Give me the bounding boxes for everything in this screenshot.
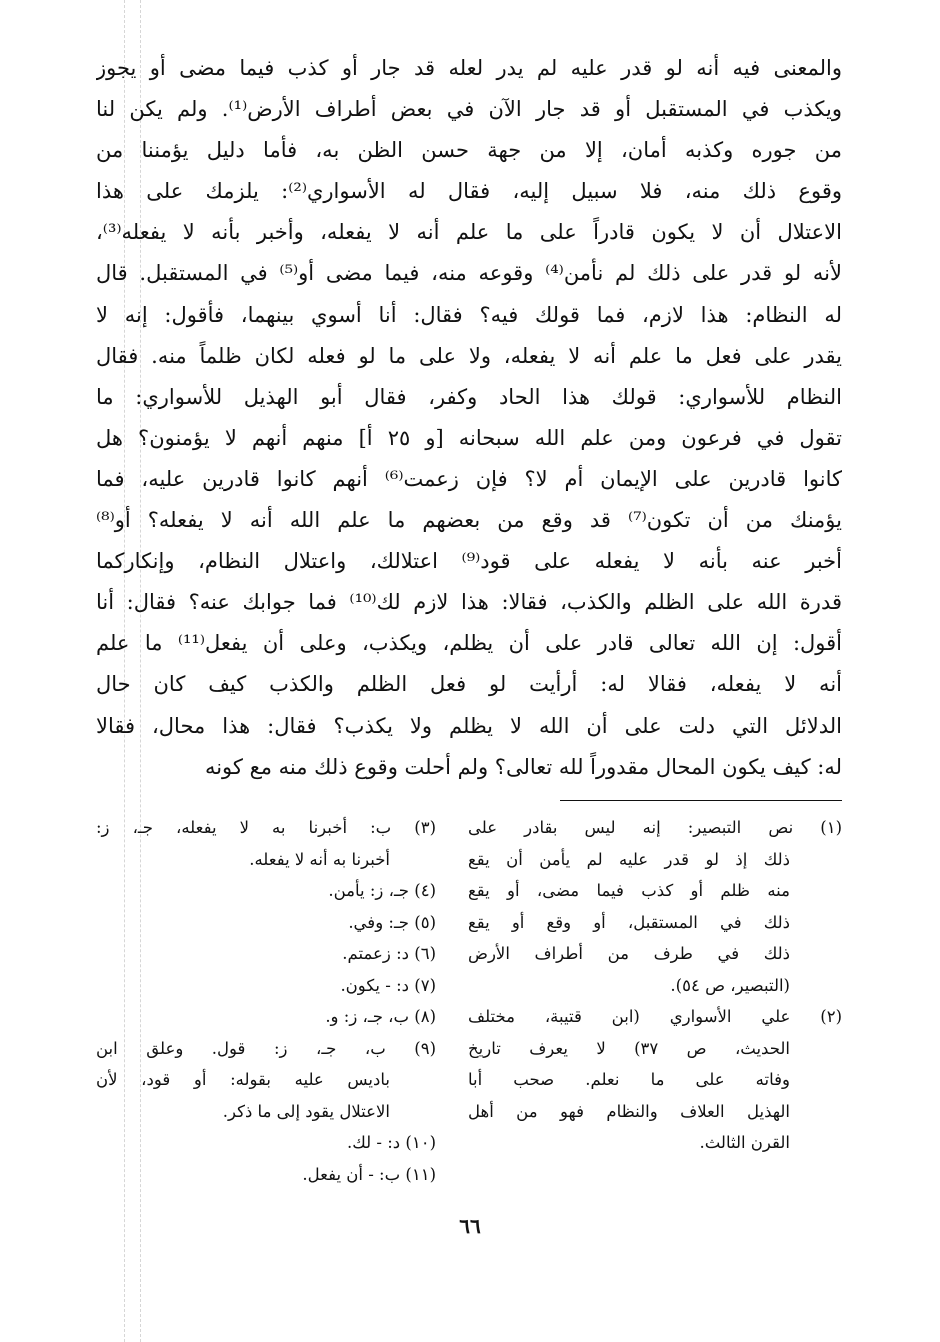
footnote-line: وفاته على ما نعلم. صحب أبا <box>468 1070 790 1089</box>
footnote-line: الهذيل العلاف والنظام فهو من أهل <box>468 1101 790 1121</box>
main-text <box>96 48 842 788</box>
text-line: كانوا قادرين على الإيمان أم لا؟ فإن زعمت⁽⁶⁾ أنهم كانوا قادرين عليه، فما <box>96 466 842 491</box>
text-line: أخبر عنه بأنه لا يفعله على قود⁽⁹⁾ اعتلالك، واعتلال النظام، وإنكاركما <box>96 549 842 574</box>
footnote-line: (التبصير، ص ٥٤). <box>670 975 790 995</box>
footnote-line: الحديث، ص ٣٧) لا يعرف تاريخ <box>468 1038 790 1058</box>
footnote-line: (٢) علي الأسواري (ابن قتيبة، مختلف <box>468 1007 842 1026</box>
footnote-line: ذلك إذ لو قدر عليه لم يأمن أن يقع <box>468 849 790 869</box>
text-line: ويكذب في المستقبل أو قد جار الآن في بعض أطراف الأرض⁽¹⁾. ولم يكن لنا <box>96 97 842 122</box>
text-line: أقول: إن الله تعالى قادر على أن يظلم، ويكذب، وعلى أن يفعل⁽¹¹⁾ ما علم <box>96 631 842 656</box>
footnote-line: (٩) ب، جـ، ز: قول. وعلق ابن <box>96 1038 436 1058</box>
footnotes-right-column <box>468 812 842 1159</box>
text-line: له النظام: هذا لازم، فما قولك فيه؟ فقال: أنا أسوي بينهما، فأقول: إنه لا <box>96 302 842 327</box>
text-line: تقول في فرعون ومن علم الله سبحانه [و ٢٥ أ] منهم أنهم لا يؤمنون؟ هل <box>96 425 842 450</box>
footnote-line: (٣) ب: أخبرنا به لا يفعله، جـ، ز: <box>96 818 436 837</box>
text-line: له: كيف يكون المحال مقدوراً لله تعالى؟ ولم أحلت وقوع ذلك منه مع كونه <box>204 754 842 779</box>
footnote-line: باديس عليه بقوله: أو قود، لأن <box>96 1070 390 1089</box>
text-line: يقدر على فعل ما علم أنه لا يفعله، ولا على ما لو فعله لكان ظلماً منه. فقال <box>96 343 842 368</box>
footnote-line: منه ظلم أو كذب فيما مضى، أو يقع <box>468 881 790 900</box>
text-line: والمعنى فيه أنه لو قدر عليه لم يدر لعله قد جار أو كذب فيما مضى أو يجوز <box>96 56 842 80</box>
text-line: من جوره وكذبه أمان، إلا من جهة حسن الظن به، فأما دليل يؤمننا من <box>96 138 842 163</box>
text-line: الاعتلال أن لا يكون قادراً على ما علم أنه لا يفعله، وأخبر بأنه لا يفعله⁽³⁾، <box>96 220 842 245</box>
text-line: أنه لا يفعله، فقالا له: أرأيت لو فعل الظلم والكذب كيف كان حال <box>96 672 842 697</box>
footnote-line: (٥) جـ: وفي. <box>348 912 436 932</box>
footnote-line: (١١) ب: - أن يفعل. <box>302 1164 436 1184</box>
text-line: يؤمنك من أن تكون⁽⁷⁾ قد وقع من بعضهم ما علم الله أنه لا يفعله؟ أو⁽⁸⁾ <box>96 508 842 533</box>
footnote-line: (١) نص التبصير: إنه ليس بقادر على <box>468 818 842 837</box>
footnote-line: ذلك في المستقبل، أو وقع أو يقع <box>468 912 790 932</box>
footnote-line: ذلك في طرف من أطراف الأرض <box>468 944 790 963</box>
footnote-line: (١٠) د: - لك. <box>346 1133 436 1152</box>
text-line: وقوع ذلك منه، فلا سبيل إليه، فقال له الأسواري⁽²⁾: يلزمك على هذا <box>96 179 842 204</box>
footnote-line: أخبرنا به أنه لا يفعله. <box>249 849 390 869</box>
page-number: ٦٦ <box>459 1214 481 1238</box>
footnote-separator <box>560 800 842 801</box>
footnotes-left-column <box>96 812 436 1190</box>
footnote-line: القرن الثالث. <box>699 1133 790 1152</box>
text-line: قدرة الله على الظلم والكذب، فقالا: هذا لازم لك⁽¹⁰⁾ فما جوابك عنه؟ فقال: أنا <box>96 590 842 615</box>
footnote-line: الاعتلال يقود إلى ما ذكر. <box>222 1101 390 1121</box>
footnote-line: (٧) د: - يكون. <box>340 975 436 995</box>
text-line: الدلائل التي دلت على أن الله لا يظلم ولا يكذب؟ فقال: هذا محال، فقالا <box>96 713 842 738</box>
text-line: لأنه لو قدر على ذلك لم نأمن⁽⁴⁾ وقوعه منه، فيما مضى أو⁽⁵⁾ في المستقبل. قال <box>96 261 842 286</box>
footnote-line: (٨) ب، جـ، ز: و. <box>325 1007 436 1026</box>
text-line: النظام للأسواري: قولك هذا الحاد وكفر، فقال أبو الهذيل للأسواري: ما <box>96 384 842 409</box>
footnote-line: (٤) جـ، ز: يأمن. <box>328 881 436 900</box>
footnote-line: (٦) د: زعمتم. <box>342 944 436 963</box>
